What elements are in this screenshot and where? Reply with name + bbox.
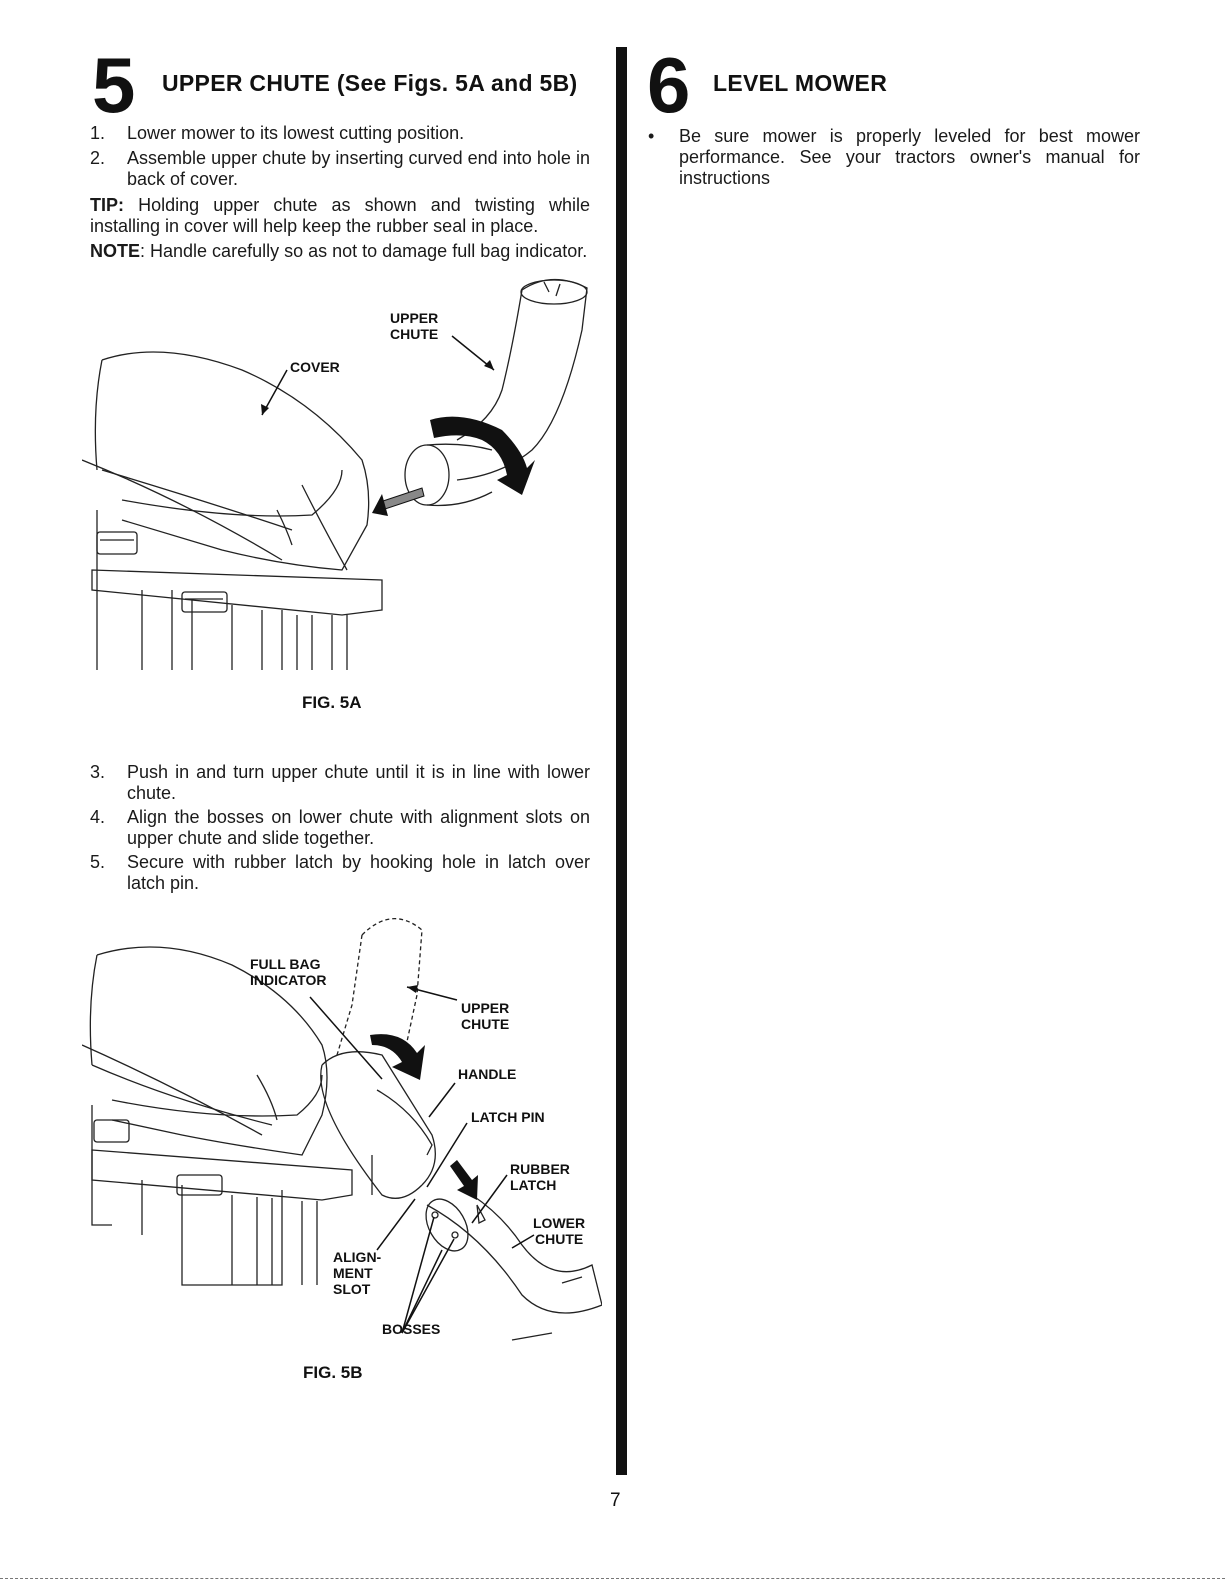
fig5b-label-handle: HANDLE <box>458 1066 517 1082</box>
fig5b-label-align-line1: ALIGN- <box>333 1249 382 1265</box>
fig5b-label-lower-chute-line1: LOWER <box>533 1215 586 1231</box>
item-text: Align the bosses on lower chute with alignment slots on upper chute and slide together. <box>127 807 590 848</box>
list-item <box>90 148 590 192</box>
tip-label: TIP: <box>90 195 124 215</box>
list-item <box>90 762 590 806</box>
item-number: 1. <box>90 123 106 143</box>
fig5a-label-upper-chute-line1: UPPER <box>390 310 439 326</box>
fig5b-label-alignment-slot <box>333 1249 381 1297</box>
note-text: : Handle carefully so as not to damage full bag indicator. <box>140 241 588 261</box>
fig5a-label-upper-chute-line2: CHUTE <box>390 326 439 342</box>
fig5b-label-rubber-latch <box>510 1161 570 1193</box>
item-text: Push in and turn upper chute until it is in line with lower chute. <box>127 762 590 803</box>
fig5b-label-full-bag-line1: FULL BAG <box>250 956 321 972</box>
fig5b-label-upper-chute-line2: CHUTE <box>461 1016 510 1032</box>
item-text: Secure with rubber latch by hooking hole in latch over latch pin. <box>127 852 590 893</box>
fig5b-label-align-line3: SLOT <box>333 1281 371 1297</box>
tip-paragraph <box>90 195 590 237</box>
item-text: Assemble upper chute by inserting curved end into hole in back of cover. <box>127 148 590 189</box>
fig-5a-illustration <box>82 270 602 680</box>
item-number: 3. <box>90 762 106 782</box>
fig5b-label-rubber-latch-line2: LATCH <box>510 1177 557 1193</box>
page-number: 7 <box>610 1490 621 1511</box>
section-title-level-mower: LEVEL MOWER <box>713 70 888 96</box>
fig5b-label-lower-chute-line2: CHUTE <box>535 1231 584 1247</box>
fig5b-label-latch-pin: LATCH PIN <box>471 1109 545 1125</box>
fig5b-label-full-bag-indicator <box>250 956 326 988</box>
fig5b-label-lower-chute <box>533 1215 585 1247</box>
fig5b-label-rubber-latch-line1: RUBBER <box>510 1161 570 1177</box>
list-item <box>90 123 590 147</box>
section-title-upper-chute: UPPER CHUTE (See Figs. 5A and 5B) <box>162 70 578 96</box>
fig5b-label-upper-chute-line1: UPPER <box>461 1000 510 1016</box>
item-text: Lower mower to its lowest cutting position. <box>127 123 465 143</box>
level-mower-text: Be sure mower is properly leveled for best mower performance. See your tractors owner's manual for instructions <box>679 126 1140 188</box>
fig5b-label-bosses: BOSSES <box>382 1321 441 1337</box>
fig5b-label-full-bag-line2: INDICATOR <box>250 972 327 988</box>
column-divider <box>616 47 627 1475</box>
list-item <box>90 807 590 851</box>
step-number-6: 6 <box>647 41 691 129</box>
bullet-icon: • <box>648 126 655 146</box>
fig-5a-caption: FIG. 5A <box>302 693 362 712</box>
fig-5b-caption: FIG. 5B <box>303 1363 363 1382</box>
fig5b-label-align-line2: MENT <box>333 1265 373 1281</box>
note-paragraph <box>90 241 590 262</box>
tip-text: Holding upper chute as shown and twisting while installing in cover will help keep the rubber seal in place. <box>90 195 590 236</box>
fig5a-label-cover: COVER <box>290 359 340 375</box>
item-number: 5. <box>90 852 106 872</box>
item-number: 2. <box>90 148 106 168</box>
item-number: 4. <box>90 807 106 827</box>
note-label: NOTE <box>90 241 141 261</box>
fig5b-label-upper-chute <box>461 1000 509 1032</box>
list-item <box>90 852 590 896</box>
step-number-5: 5 <box>92 41 136 129</box>
fig5a-label-upper-chute <box>390 310 438 342</box>
bottom-rule <box>0 1578 1225 1579</box>
